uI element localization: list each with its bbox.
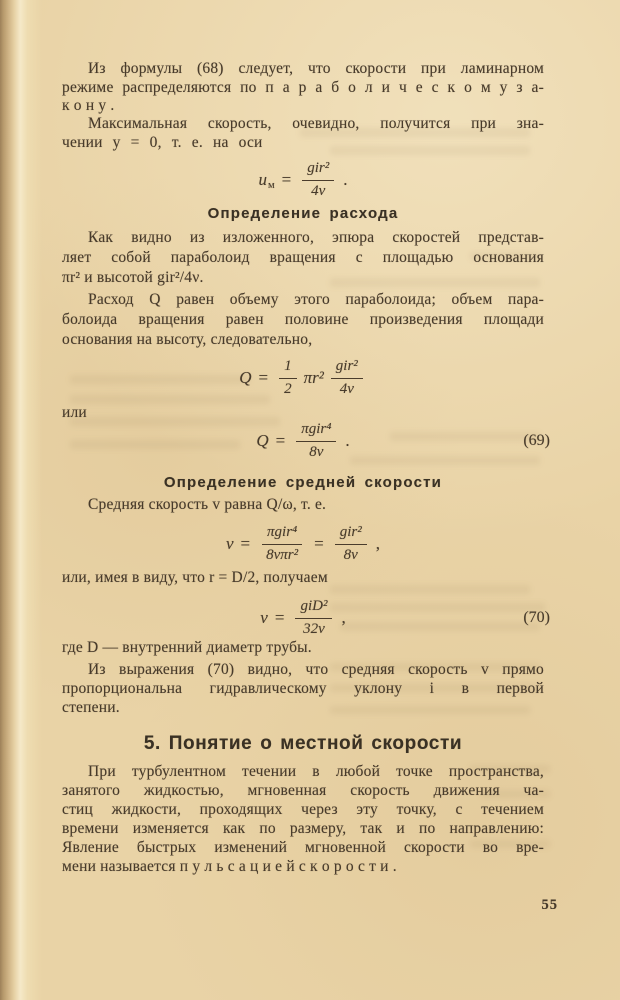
paragraph-line: к о н у . — [62, 97, 115, 114]
formula-70 — [62, 595, 550, 641]
fraction-numerator: gir² — [302, 160, 334, 180]
fraction-numerator: 1 — [279, 358, 297, 378]
paragraph-line: пропорциональна гидравлическому уклону i в первой — [62, 680, 544, 697]
paragraph — [62, 495, 544, 514]
formula-term: πr² — [303, 368, 324, 387]
fraction-numerator: gir² — [335, 524, 367, 544]
paragraph-line: При турбулентном течении в любой точке пространства, — [88, 763, 544, 780]
fraction-denominator: 8ν — [309, 443, 324, 460]
page-number: 55 — [541, 897, 558, 913]
formula-punctuation: . — [345, 431, 350, 450]
formula-lhs: v — [225, 534, 234, 553]
paragraph-line: Из формулы (68) следует, что скорости при ламинарном — [88, 60, 544, 77]
paragraph-line: режиме распределяются по п а р а б о л и ч е с к о м у з а- — [62, 78, 544, 96]
formula-lhs: u — [258, 170, 267, 189]
paragraph-line: времени изменяется как по размеру, так и по направлению: — [62, 820, 544, 837]
paragraph — [62, 290, 544, 350]
paragraph-line: степени. — [62, 699, 120, 716]
paragraph-line: Как видно из изложенного, эпюра скоростей представ- — [88, 229, 544, 246]
fraction-denominator: 4ν — [311, 182, 326, 199]
formula-69 — [62, 418, 550, 464]
equals-sign: = — [275, 431, 286, 450]
paragraph-line: Из выражения (70) видно, что средняя скорость v прямо — [88, 661, 544, 678]
fraction — [295, 598, 332, 638]
fraction — [331, 358, 363, 398]
paragraph — [62, 60, 544, 116]
paragraph-line: Расход Q равен объему этого параболоида; объем пара- — [88, 291, 544, 308]
equals-sign: = — [281, 170, 292, 189]
fraction-denominator: 8νπr² — [266, 546, 299, 563]
formula-punctuation: , — [341, 608, 346, 627]
paragraph-line: мени называется п у л ь с а ц и е й с к о р о с т и . — [62, 858, 397, 875]
paragraph — [62, 568, 544, 587]
formula-punctuation: . — [343, 170, 348, 189]
formula-discharge-derivation — [62, 353, 544, 403]
paragraph-line: занятого жидкостью, мгновенная скорость движения ча- — [62, 782, 544, 799]
paragraph-line: Средняя скорость v равна Q/ω, т. е. — [88, 496, 327, 513]
formula-lhs: v — [260, 608, 268, 627]
fraction — [261, 524, 303, 564]
paragraph-line: чении y = 0, т. е. на оси — [62, 133, 263, 151]
paragraph-line: стиц жидкости, проходящих через эту точку, с течением — [62, 801, 544, 818]
fraction — [296, 421, 336, 461]
paragraph-line: где D — внутренний диаметр трубы. — [62, 639, 312, 656]
paragraph-line: основания на высоту, следовательно, — [62, 331, 313, 348]
subheading-discharge: Определение расхода — [207, 205, 399, 222]
formula-max-velocity — [62, 156, 544, 204]
section-heading-local-velocity: 5. Понятие о местной скорости — [143, 733, 463, 754]
fraction — [279, 358, 297, 398]
fraction-numerator: πgir⁴ — [262, 524, 302, 544]
formula-mean-velocity-derivation — [62, 521, 544, 567]
equation-number: (70) — [523, 609, 550, 626]
equals-sign: = — [240, 534, 251, 553]
paragraph-line: или — [62, 404, 87, 421]
book-gutter-shadow — [0, 0, 42, 1000]
equals-sign: = — [314, 534, 324, 553]
paragraph — [62, 660, 544, 717]
paragraph — [62, 762, 544, 876]
fraction-numerator: giD² — [295, 598, 332, 618]
fraction-denominator: 8ν — [343, 546, 358, 563]
paragraph-line: Максимальная скорость, очевидно, получится при зна- — [88, 115, 544, 132]
equals-sign: = — [258, 368, 269, 387]
paragraph — [62, 115, 544, 152]
paragraph — [62, 228, 544, 288]
fraction — [302, 160, 334, 200]
equation-number: (69) — [523, 432, 550, 449]
paragraph-line: болоида вращения равен половине произведения площади — [62, 311, 544, 328]
paragraph-line: Явление быстрых изменений мгновенной скорости во вре- — [62, 839, 544, 856]
formula-punctuation: , — [375, 534, 380, 553]
formula-subscript: м — [267, 179, 275, 191]
subheading-mean-velocity: Определение средней скорости — [163, 474, 443, 491]
formula-lhs: Q — [256, 431, 269, 450]
fraction-denominator: 4ν — [339, 380, 354, 397]
fraction-numerator: πgir⁴ — [296, 421, 336, 441]
paragraph-line: ляет собой параболоид вращения с площадью основания — [62, 249, 544, 266]
formula-lhs: Q — [239, 368, 252, 387]
paragraph — [62, 638, 544, 657]
fraction-denominator: 2 — [284, 380, 292, 397]
fraction-denominator: 32ν — [303, 620, 325, 637]
paragraph-line: или, имея в виду, что r = D/2, получаем — [62, 569, 328, 586]
fraction-numerator: gir² — [331, 358, 363, 378]
fraction — [335, 524, 367, 564]
equals-sign: = — [274, 608, 285, 627]
paragraph-line: πr² и высотой gir²/4ν. — [62, 269, 204, 286]
